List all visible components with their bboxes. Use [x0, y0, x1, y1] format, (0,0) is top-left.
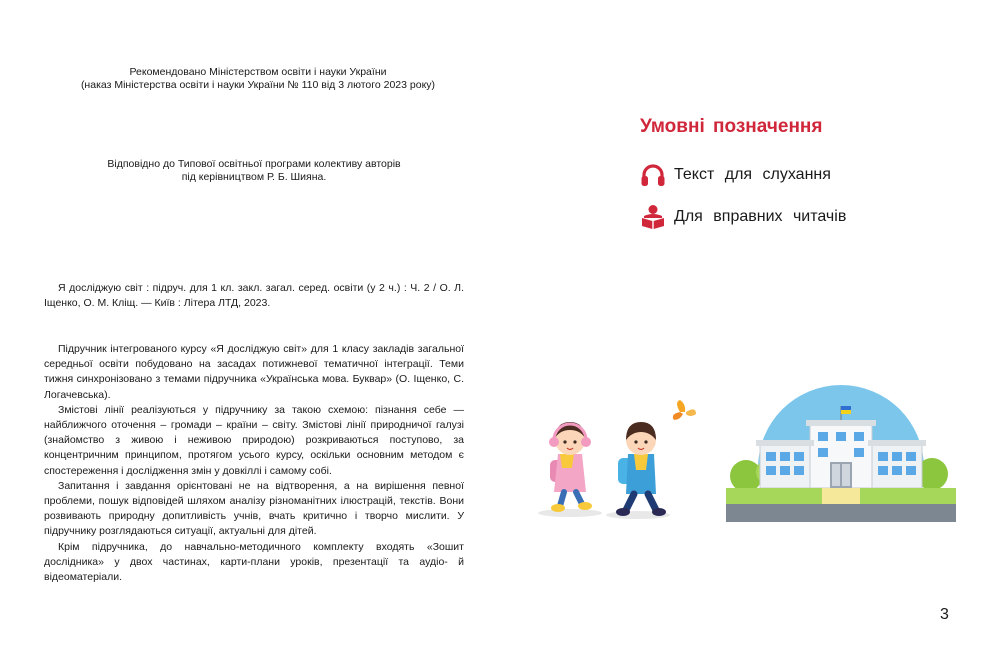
program-line-1: Відповідно до Типової освітньої програми колективу авторів	[107, 158, 401, 170]
legend-title: Умовні позначення	[640, 116, 823, 137]
legend-label: Текст для слухання	[674, 166, 831, 183]
recommendation-line-1: Рекомендовано Міністерством освіти і науки України	[129, 66, 387, 78]
bibliography-text: Я досліджую світ : підруч. для 1 кл. закл. загал. серед. освіти (у 2 ч.) : Ч. 2 / О. Л. Іщенко, О. М. Кліщ. — Київ : Літера ЛТД, 2023.	[44, 282, 464, 309]
butterfly-icon	[673, 400, 696, 420]
reader-icon	[640, 204, 666, 230]
boy-figure	[616, 422, 666, 516]
headphones-icon	[640, 162, 666, 188]
girl-figure	[549, 422, 592, 512]
recommendation-note	[40, 66, 476, 92]
legend-item-listening	[640, 162, 831, 188]
legend-label: Для вправних читачів	[674, 208, 847, 225]
recommendation-line-2: (наказ Міністерства освіти і науки України № 110 від 3 лютого 2023 року)	[80, 79, 436, 91]
program-note	[40, 158, 468, 184]
school-building-illustration	[726, 376, 956, 522]
annotation-paragraph: Підручник інтегрованого курсу «Я досліджую світ» для 1 класу закладів загальної середньої освіти побудовано на засадах потижневої тематичної інтеграції. Теми тижня синхронізовано з темами підручника «Українська мова. Буквар» (О. Іщенко, С. Логачевська).	[44, 343, 464, 401]
annotation-paragraph: Запитання і завдання орієнтовані не на відтворення, а на вирішення певної проблеми, пошук відповідей шляхом аналізу різноманітних ілюстрацій, текстів. Вони розвивають природну допитливість учнів, вчать критично і творчо мислити. У підручнику розглядаються ситуації, актуальні для дітей.	[44, 479, 464, 538]
bibliographic-record	[44, 281, 464, 311]
annotation-paragraph: Крім підручника, до навчально-методичного комплекту входять «Зошит дослідника» у двох частинах, карти-плани уроків, презентації та аудіо- й відеоматеріали.	[44, 540, 464, 584]
annotation-paragraph: Змістові лінії реалізуються у підручнику за такою схемою: пізнання себе — найближчого оточення – громади – країни – світу. Змістові лінії природничої галузі (знайомство з живою і неживою природою) розкриваються поступово, за концентричним принципом, протягом усього курсу, оскільки основним методом є спостереження і дослідження змін у довкіллі і самому собі.	[44, 403, 464, 477]
children-walking-illustration	[530, 396, 710, 526]
legend-item-readers	[640, 204, 846, 230]
program-line-2: під керівництвом Р. Б. Шияна.	[181, 171, 327, 183]
annotation	[44, 342, 464, 585]
page-number: 3	[940, 606, 949, 623]
